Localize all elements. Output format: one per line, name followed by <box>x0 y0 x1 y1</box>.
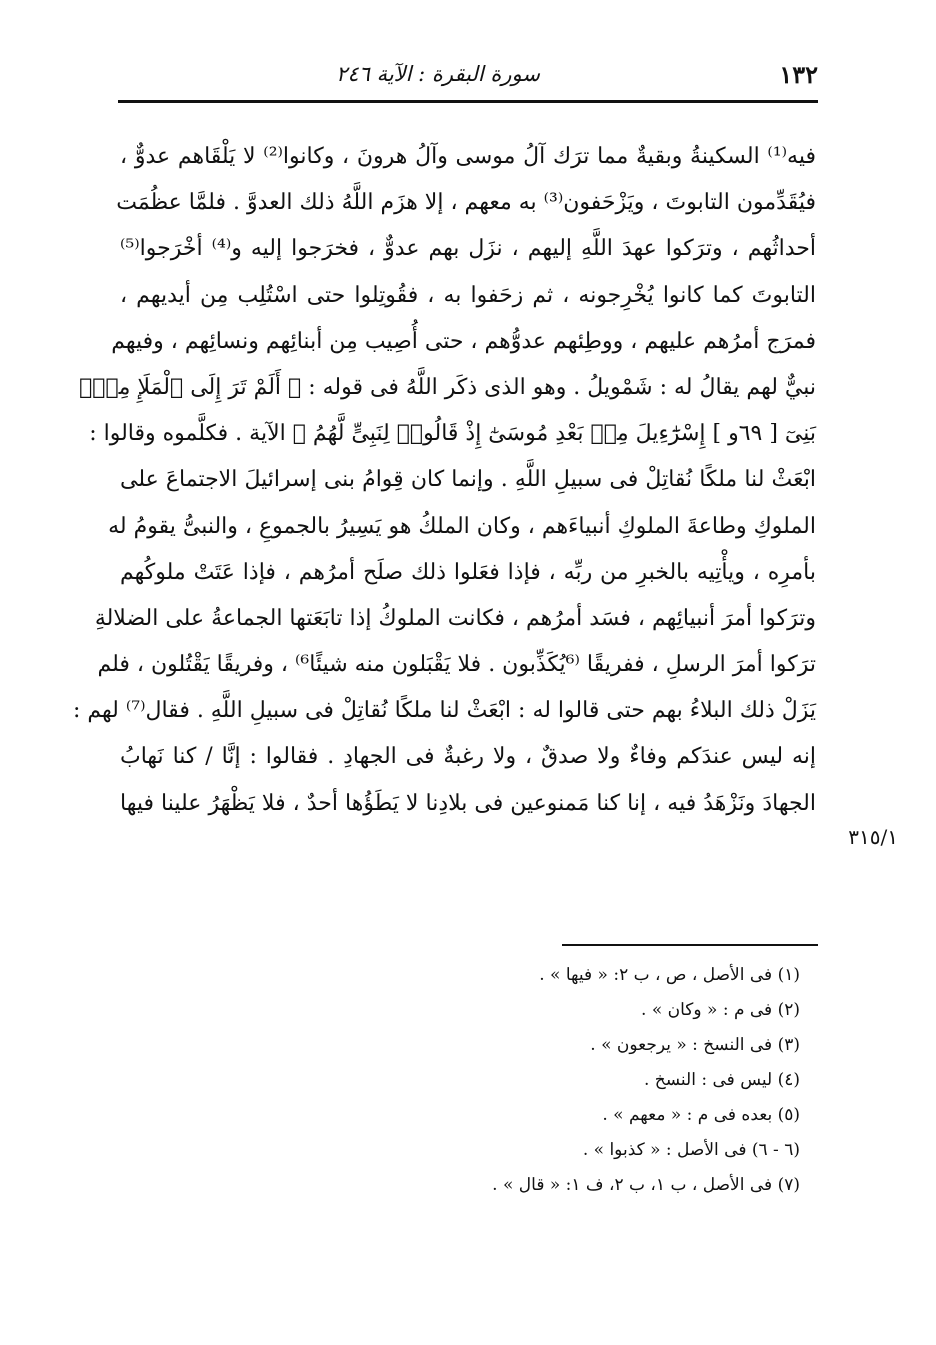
text-line: ابْعَثْ لنا ملكًا نُقاتِلْ فى سبيلِ اللَّهِ . وإنما كان قِوامُ بنى إسرائيلَ الاجتماعَ على <box>120 467 816 493</box>
text-line: الجهادَ ونَزْهَدُ فيه ، إنا كنا مَمنوعين فى بلادِنا لا يَطَؤُها أحدٌ ، فلا يَظْهَرُ علينا فيها <box>120 790 816 816</box>
page-number: ١٣٢ <box>779 60 818 89</box>
text-line: الملوكِ وطاعةَ الملوكِ أنبياءَهم ، وكان الملكُ هو يَسِيرُ بالجموعِ ، والنبىُّ يقومُ له <box>108 513 816 539</box>
text-line: أحداثُهم ، وترَكوا عهدَ اللَّهِ إليهم ، نزَل بهم عدوٌّ ، فخرَجوا إليه و⁽⁴⁾ أخْرَجوا⁽⁵⁾ <box>120 236 816 262</box>
text-line: وترَكوا أمرَ أنبيائِهم ، فسَد أمرُهم ، فكانت الملوكُ إذا تابَعَتها الجماعةُ على الضلالةِ <box>94 605 816 631</box>
text-line: فيُقَدِّمون التابوتَ ، ويَزْحَفون⁽³⁾ به معهم ، إلا هزَم اللَّهُ ذلك العدوَّ . فلمَّا عظُمَت <box>116 190 816 216</box>
text-line: ترَكوا أمرَ الرسلِ ، ففريقًا ⁽⁶يُكَذِّبون . فلا يَقْبَلون منه شيئًا⁶⁾ ، وفريقًا يَقْتُلون ، فلم <box>97 652 816 678</box>
footnote: (٢) فى م : « وكان » . <box>641 1000 800 1020</box>
text-line: يَزَلْ ذلك البلاءُ بهم حتى قالوا له : ابْعَثْ لنا ملكًا نُقاتِلْ فى سبيلِ اللَّهِ . فقال⁽⁷⁾ لهم : <box>72 698 816 724</box>
header-rule <box>118 100 818 103</box>
footnote: (٧) فى الأصل ، ب ١، ب ٢، ف ١: « قال » . <box>492 1175 800 1195</box>
text-line: نبيٌّ لهم يقالُ له : شَمْويلُ . وهو الذى ذكَر اللَّهُ فى قوله : ﴿ أَلَمْ تَرَ إِلَى ٱلْمَلَإِ مِنْۢ <box>79 374 816 400</box>
text-line: التابوتَ كما كانوا يُخْرِجونه ، ثم زحَفوا به ، فقُوتِلوا حتى اسْتُلِب مِن أيديهم ، <box>120 282 816 308</box>
margin-page-reference: ٣١٥/١ <box>848 825 898 849</box>
footnote: (٦ - ٦) فى الأصل : « كذبوا » . <box>582 1140 800 1160</box>
page-header <box>118 54 818 94</box>
text-line: بأمرِه ، ويأْتِيه بالخبرِ من ربِّه ، فإذا فعَلوا ذلك صلَح أمرُهم ، فإذا عَتَتْ ملوكُهم <box>120 559 816 585</box>
footnote: (١) فى الأصل ، ص ، ب ٢: « فيها » . <box>539 965 800 985</box>
footnote: (٤) ليس فى : النسخ . <box>643 1070 800 1090</box>
text-line: فيه⁽¹⁾ السكينةُ وبقيةٌ مما ترَك آلُ موسى وآلُ هرونَ ، وكانوا⁽²⁾ لا يَلْقَاهم عدوٌّ ، <box>120 144 816 169</box>
text-line: بَنِىٓ [ ٦٩و ] إِسْرَٰٓءِيلَ مِنۢ بَعْدِ مُوسَىٰٓ إِذْ قَالُوا۟ لِنَبِىٍّ لَّهُمُ ﴾ الآية . فكلَّموه وقالوا : <box>89 421 816 447</box>
footnote-rule <box>562 944 818 946</box>
footnotes <box>200 958 800 1203</box>
footnote: (٣) فى النسخ : « يرجعون » . <box>590 1035 800 1055</box>
main-text <box>72 134 816 827</box>
text-line: فمرَج أمرُهم عليهم ، ووطِئهم عدوُّهم ، حتى أُصِيب مِن أبنائِهم ونسائِهم ، وفيهم <box>111 328 816 354</box>
footnote: (٥) بعده فى م : « معهم » . <box>602 1105 800 1125</box>
running-title: سورة البقرة : الآية ٢٤٦ <box>336 62 540 86</box>
text-line: إنه ليس عندَكم وفاءٌ ولا صدقٌ ، ولا رغبةٌ فى الجهادِ . فقالوا : إنَّا / كنا نَهابُ <box>120 744 816 770</box>
